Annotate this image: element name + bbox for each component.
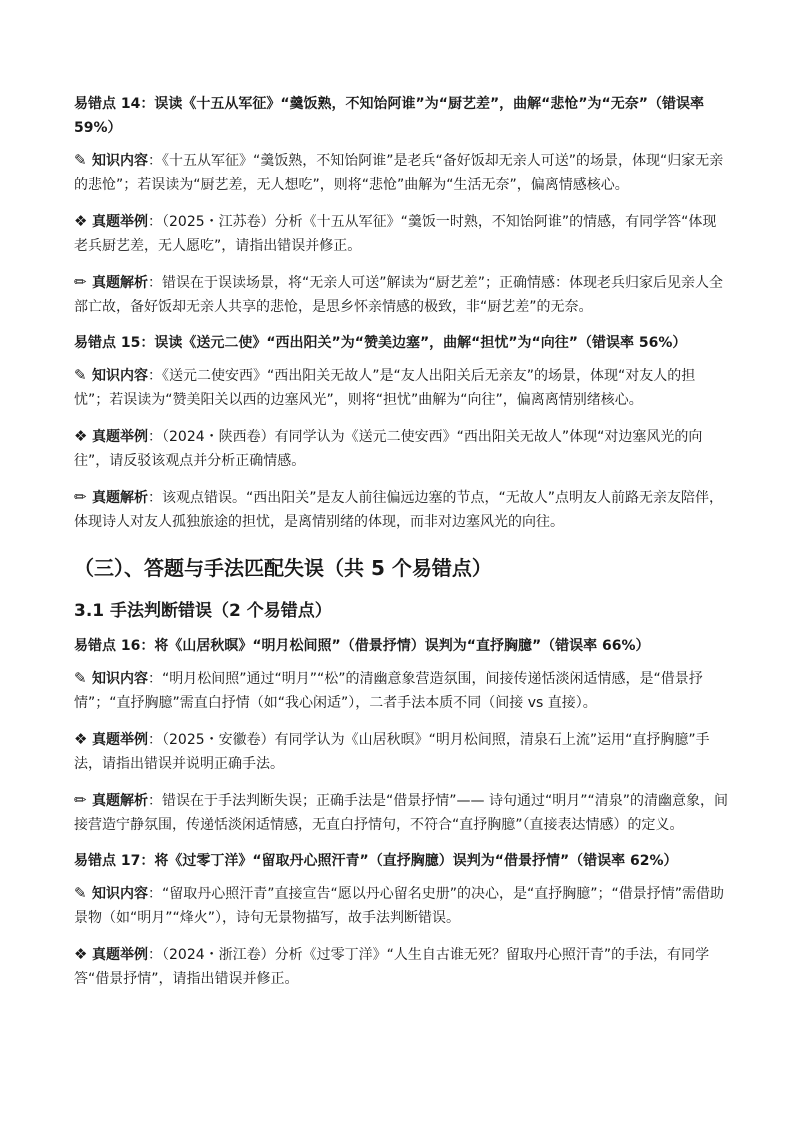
pencil-icon: ✎ (74, 884, 87, 902)
label-separator: ： (148, 490, 162, 506)
diamond-bullet-icon: ❖ (74, 212, 88, 230)
diamond-bullet-icon: ❖ (74, 945, 88, 963)
row-text: 错误在于手法判断失误；正确手法是“借景抒情”—— 诗句通过“明月”“清泉”的清幽意象，间接营造宁静氛围，传递恬淡闲适情感，无直白抒情句，不符合“直抒胸臆”（直接表达情感）的定义。 (74, 793, 728, 833)
exam-example (74, 942, 730, 991)
row-label: 真题解析 (92, 275, 148, 291)
pencil-icon: ✎ (74, 669, 87, 687)
label-separator: ： (148, 368, 162, 384)
error-point-16-heading: 易错点 16：将《山居秋暝》“明月松间照”（借景抒情）误判为“直抒胸臆”（错误率 66%） (74, 638, 650, 654)
diamond-bullet-icon: ❖ (74, 730, 88, 748)
label-separator: ： (148, 793, 162, 809)
row-text: 《十五从军征》“羹饭熟，不知饴阿谁”是老兵“备好饭却无亲人可送”的场景，体现“归家无亲的悲怆”；若误读为“厨艺差，无人想吃”，则将“悲怆”曲解为“生活无奈”，偏离情感核心。 (74, 153, 724, 193)
error-point-15-heading: 易错点 15：误读《送元二使》“西出阳关”为“赞美边塞”，曲解“担忧”为“向往”（错误率 56%） (74, 335, 687, 351)
exam-example (74, 727, 730, 776)
row-label: 知识内容 (92, 368, 148, 384)
pencil-icon: ✎ (74, 151, 87, 169)
row-label: 真题解析 (92, 490, 148, 506)
label-separator: ： (148, 947, 162, 963)
row-label: 真题举例 (92, 429, 148, 445)
row-text: 《送元二使安西》“西出阳关无故人”是“友人出阳关后无亲友”的场景，体现“对友人的担忧”；若误读为“赞美阳关以西的边塞风光”，则将“担忧”曲解为“向往”，偏离离情别绪核心。 (74, 368, 696, 408)
label-separator: ： (148, 275, 162, 291)
error-point-14-heading: 易错点 14：误读《十五从军征》“羹饭熟，不知饴阿谁”为“厨艺差”，曲解“悲怆”为“无奈”（错误率 59%） (74, 96, 704, 136)
pencil-analysis-icon: ✏ (74, 791, 87, 809)
row-label: 真题举例 (92, 732, 148, 748)
error-point-17-heading: 易错点 17：将《过零丁洋》“留取丹心照汗青”（直抒胸臆）误判为“借景抒情”（错误率 62%） (74, 853, 678, 869)
row-text: （2025・江苏卷）分析《十五从军征》“羹饭一时熟，不知饴阿谁”的情感，有同学答“体现老兵厨艺差，无人愿吃”，请指出错误并修正。 (74, 214, 717, 254)
row-text: “明月松间照”通过“明月”“松”的清幽意象营造氛围，间接传递恬淡闲适情感，是“借景抒情”；“直抒胸臆”需直白抒情（如“我心闲适”），二者手法本质不同（间接 vs 直接）。 (74, 671, 703, 711)
row-text: （2024・陕西卷）有同学认为《送元二使安西》“西出阳关无故人”体现“对边塞风光的向往”，请反驳该观点并分析正确情感。 (74, 429, 703, 469)
knowledge-content (74, 666, 730, 715)
row-label: 真题举例 (92, 947, 148, 963)
exam-example (74, 424, 730, 473)
document-page (74, 92, 730, 1003)
row-label: 知识内容 (92, 671, 148, 687)
pencil-analysis-icon: ✏ (74, 488, 87, 506)
diamond-bullet-icon: ❖ (74, 427, 88, 445)
row-text: 错误在于误读场景，将“无亲人可送”解读为“厨艺差”；正确情感：体现老兵归家后见亲人全部亡故，备好饭却无亲人共享的悲怆，是思乡怀亲情感的极致，非“厨艺差”的无奈。 (74, 275, 724, 315)
subsection-title: 3.1 手法判断错误（2 个易错点） (74, 601, 332, 621)
row-label: 知识内容 (92, 886, 148, 902)
section-title: （三）、答题与手法匹配失误（共 5 个易错点） (74, 556, 492, 580)
exam-analysis (74, 788, 730, 837)
label-separator: ： (148, 153, 162, 169)
pencil-icon: ✎ (74, 366, 87, 384)
label-separator: ： (148, 732, 162, 748)
row-label: 真题解析 (92, 793, 148, 809)
exam-example (74, 209, 730, 258)
label-separator: ： (148, 886, 162, 902)
label-separator: ： (148, 214, 162, 230)
row-text: 该观点错误。“西出阳关”是友人前往偏远边塞的节点，“无故人”点明友人前路无亲友陪伴，体现诗人对友人孤独旅途的担忧，是离情别绪的体现，而非对边塞风光的向往。 (74, 490, 724, 530)
row-label: 真题举例 (92, 214, 148, 230)
row-text: “留取丹心照汗青”直接宣告“愿以丹心留名史册”的决心，是“直抒胸臆”；“借景抒情”需借助景物（如“明月”“烽火”），诗句无景物描写，故手法判断错误。 (74, 886, 725, 926)
knowledge-content (74, 148, 730, 197)
exam-analysis (74, 485, 730, 534)
label-separator: ： (148, 429, 162, 445)
exam-analysis (74, 270, 730, 319)
row-label: 知识内容 (92, 153, 148, 169)
row-text: （2025・安徽卷）有同学认为《山居秋暝》“明月松间照，清泉石上流”运用“直抒胸臆”手法，请指出错误并说明正确手法。 (74, 732, 710, 772)
label-separator: ： (148, 671, 162, 687)
pencil-analysis-icon: ✏ (74, 273, 87, 291)
knowledge-content (74, 881, 730, 930)
knowledge-content (74, 363, 730, 412)
row-text: （2024・浙江卷）分析《过零丁洋》“人生自古谁无死？留取丹心照汗青”的手法，有同学答“借景抒情”，请指出错误并修正。 (74, 947, 710, 987)
